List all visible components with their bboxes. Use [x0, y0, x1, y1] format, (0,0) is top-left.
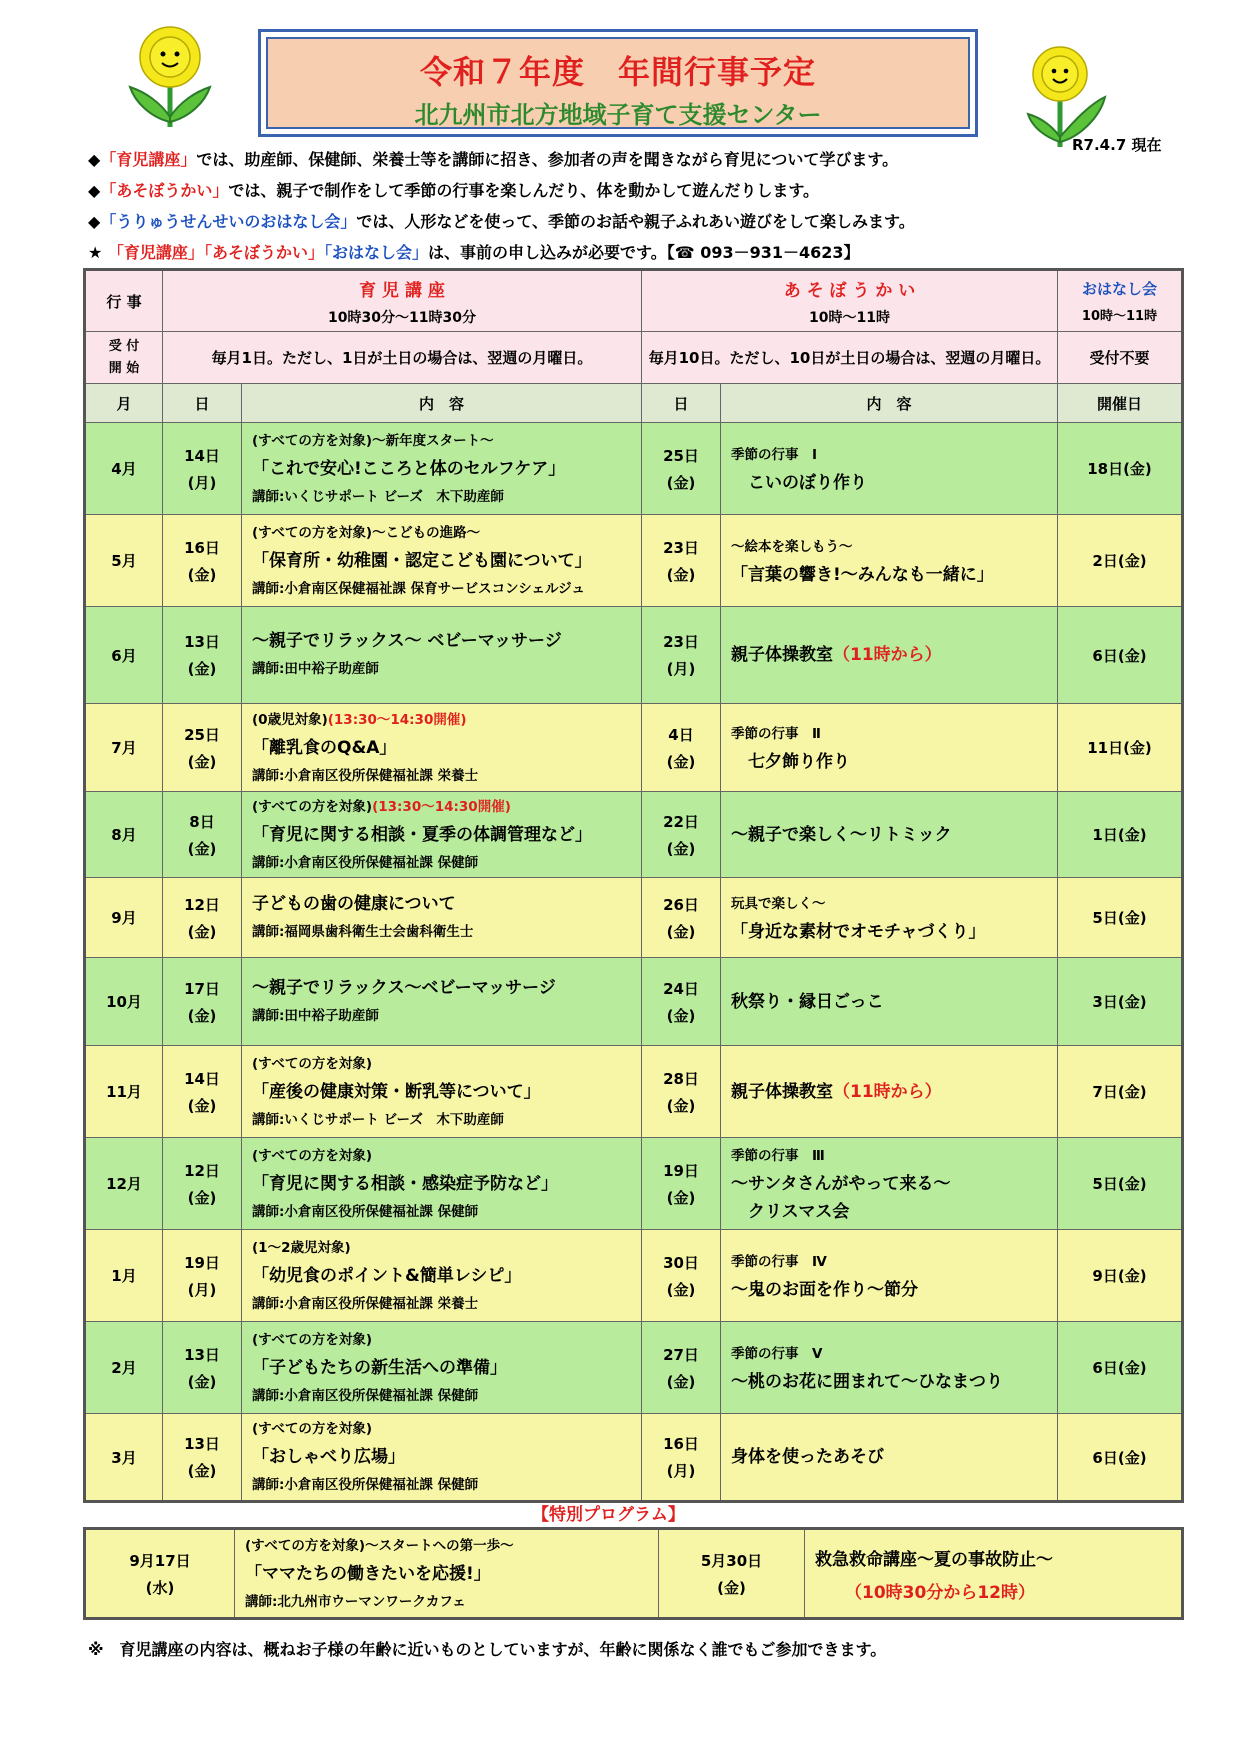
asobo-content-cell [721, 423, 1058, 515]
asobo-time: 10時～11時 [809, 309, 890, 326]
ikuji-content-line: (すべての方を対象)～こどもの進路～ [252, 524, 481, 541]
asobo-content-line: ～桃のお花に囲まれて～ひなまつり [731, 1371, 1003, 1392]
held-date-cell: 18日(金) [1058, 423, 1183, 515]
table-row [85, 515, 1183, 607]
ohanashi-time: 10時～11時 [1081, 309, 1158, 324]
asobo-weekday: (金) [666, 752, 696, 771]
asobo-day-cell [642, 1414, 721, 1502]
intro-line-3 [88, 209, 915, 232]
month-cell: 11月 [85, 1046, 163, 1138]
asobo-day: 4日 [668, 725, 694, 744]
table-row [85, 878, 1183, 958]
special-1-content [235, 1529, 659, 1619]
asobo-day: 30日 [663, 1253, 699, 1272]
asobo-weekday: (金) [666, 839, 696, 858]
col-content-ikuji: 内 容 [242, 384, 642, 423]
ikuji-content-cell [242, 1046, 642, 1138]
ikuji-content-line: 「育児に関する相談・感染症予防など」 [252, 1173, 558, 1194]
ikuji-content-line: 講師:小倉南区役所保健福祉課 栄養士 [252, 767, 479, 784]
asobo-weekday: (月) [666, 660, 696, 678]
asobo-content-cell [721, 515, 1058, 607]
special-1-line: 「ママたちの働きたいを応援!」 [245, 1563, 491, 1584]
asobo-content-line: ～鬼のお面を作り～節分 [731, 1279, 918, 1300]
ikuji-weekday: (金) [187, 1096, 217, 1115]
ikuji-target: (すべての方を対象) [252, 798, 373, 815]
ikuji-content-line: ～親子でリラックス～ ベビーマッサージ [252, 631, 562, 651]
special-program-table [83, 1527, 1184, 1620]
intro-name: 「あそぼうかい」 [100, 181, 229, 200]
ikuji-day-cell [163, 1138, 242, 1230]
asobo-content-line: クリスマス会 [731, 1201, 850, 1222]
notice-text: は、事前の申し込みが必要です。【☎ 093－931－4623】 [427, 243, 860, 262]
ikuji-content-line: 「産後の健康対策・断乳等について」 [252, 1081, 541, 1102]
page-title: 令和７年度 年間行事予定 [419, 53, 816, 91]
special-2-title: 救急救命講座～夏の事故防止～ [815, 1549, 1053, 1570]
month-cell: 6月 [85, 607, 163, 704]
intro-text: では、人形などを使って、季節のお話や親子ふれあい遊びをして楽しみます。 [356, 212, 915, 231]
asobo-day: 22日 [663, 812, 699, 831]
asobo-weekday: (金) [666, 473, 696, 492]
asobo-content-cell [721, 878, 1058, 958]
ikuji-header [163, 270, 642, 332]
asobo-content-cell [721, 1322, 1058, 1414]
asobo-day: 24日 [663, 979, 699, 998]
month-cell: 9月 [85, 878, 163, 958]
asobo-content-line: 季節の行事 Ⅰ [731, 446, 818, 463]
month-cell: 10月 [85, 958, 163, 1046]
asobo-day-cell [642, 1230, 721, 1322]
ikuji-day-cell [163, 958, 242, 1046]
ikuji-content-line: 講師:小倉南区保健福祉課 保育サービスコンシェルジュ [252, 580, 585, 597]
asobo-day: 28日 [663, 1069, 699, 1088]
bullet-icon: ◆ [88, 181, 101, 200]
ikuji-day-cell [163, 1046, 242, 1138]
notice-name-asobo: 「あそぼうかい」 [203, 243, 324, 262]
held-date-cell: 6日(金) [1058, 1322, 1183, 1414]
ikuji-day-cell [163, 1230, 242, 1322]
bullet-icon: ◆ [88, 150, 101, 169]
row-label-event: 行 事 [85, 270, 163, 332]
ikuji-name: 育 児 講 座 [359, 280, 445, 301]
ikuji-content-cell [242, 1138, 642, 1230]
asobo-header [642, 270, 1058, 332]
ikuji-content-line: 講師:田中裕子助産師 [252, 661, 379, 677]
asobo-day-cell [642, 423, 721, 515]
asobo-day: 25日 [663, 446, 699, 465]
held-date-cell: 9日(金) [1058, 1230, 1183, 1322]
asobo-content-cell [721, 1230, 1058, 1322]
ikuji-weekday: (金) [187, 1462, 217, 1480]
asobo-name: あ そ ぼ う か い [783, 280, 916, 301]
bullet-icon: ◆ [88, 212, 101, 231]
table-row [85, 1230, 1183, 1322]
asobo-content-line: 秋祭り・縁日ごっこ [731, 991, 884, 1012]
asobo-day: 23日 [663, 633, 699, 651]
ikuji-content-line: 講師:小倉南区役所保健福祉課 保健師 [252, 854, 479, 871]
table-row [85, 607, 1183, 704]
ikuji-day: 8日 [189, 812, 215, 831]
held-date-cell: 5日(金) [1058, 1138, 1183, 1230]
asobo-day: 26日 [663, 895, 699, 914]
ikuji-content-cell [242, 878, 642, 958]
intro-line-1 [88, 147, 898, 170]
asobo-content-line: 玩具で楽しく～ [731, 895, 826, 912]
ikuji-content-line: 「幼児食のポイント&簡単レシピ」 [252, 1265, 522, 1286]
ohanashi-reception: 受付不要 [1058, 332, 1183, 384]
ikuji-content-cell [242, 515, 642, 607]
ikuji-day: 14日 [184, 446, 220, 465]
asobo-content-line-wrap [731, 641, 1057, 669]
month-cell: 1月 [85, 1230, 163, 1322]
col-content-asobo: 内 容 [721, 384, 1058, 423]
table-row [85, 958, 1183, 1046]
table-row [85, 423, 1183, 515]
asobo-weekday: (金) [666, 1372, 696, 1391]
ikuji-content-cell [242, 607, 642, 704]
ikuji-weekday: (金) [187, 839, 217, 858]
ikuji-day: 13日 [184, 633, 220, 651]
ikuji-content-cell [242, 423, 642, 515]
ikuji-weekday: (金) [187, 752, 217, 771]
table-row [85, 1046, 1183, 1138]
table-row [85, 1138, 1183, 1230]
ikuji-content-line: 「離乳食のQ&A」 [252, 737, 397, 758]
ikuji-content-line-wrap [252, 706, 641, 734]
asobo-title: 親子体操教室 [731, 645, 833, 665]
month-rows [85, 423, 1183, 1502]
asobo-reception: 毎月10日。ただし、10日が土日の場合は、翌週の月曜日。 [642, 332, 1058, 384]
footnote: ※ 育児講座の内容は、概ねお子様の年齢に近いものとしていますが、年齢に関係なく誰でもご参加できます。 [88, 1640, 887, 1659]
ikuji-time-note: (13:30～14:30開催) [327, 711, 467, 728]
table-row [85, 704, 1183, 792]
schedule-table [83, 268, 1184, 1503]
ikuji-time-note: (13:30～14:30開催) [372, 798, 511, 815]
month-cell: 3月 [85, 1414, 163, 1502]
asobo-weekday: (金) [666, 1096, 696, 1115]
ikuji-content-line: 「子どもたちの新生活への準備」 [252, 1357, 507, 1378]
ikuji-content-cell [242, 792, 642, 878]
ikuji-content-cell [242, 704, 642, 792]
held-date-cell: 2日(金) [1058, 515, 1183, 607]
special-1-weekday: (水) [145, 1578, 175, 1597]
ikuji-target: (0歳児対象) [252, 711, 328, 728]
asobo-day: 16日 [663, 1435, 699, 1453]
ikuji-day-cell [163, 792, 242, 878]
ikuji-day-cell [163, 607, 242, 704]
ikuji-content-line: (すべての方を対象)～新年度スタート～ [252, 432, 494, 449]
intro-text: では、助産師、保健師、栄養士等を講師に招き、参加者の声を聞きながら育児について学びます。 [196, 150, 899, 169]
ikuji-day: 19日 [184, 1253, 220, 1272]
asobo-content-cell [721, 958, 1058, 1046]
ikuji-reception: 毎月1日。ただし、1日が土日の場合は、翌週の月曜日。 [163, 332, 642, 384]
ikuji-content-line: 講師:田中裕子助産師 [252, 1007, 379, 1024]
ikuji-content-line: (1～2歳児対象) [252, 1239, 351, 1256]
intro-name: 「育児講座」 [100, 150, 197, 169]
ikuji-weekday: (金) [187, 1188, 217, 1207]
asobo-day-cell [642, 607, 721, 704]
special-1-date-cell [85, 1529, 235, 1619]
dandelion-flower-icon [120, 22, 220, 132]
special-1-line: (すべての方を対象)～スタートへの第一歩～ [245, 1537, 514, 1554]
ikuji-content-line: 講師:福岡県歯科衛生士会歯科衛生士 [252, 923, 474, 940]
asobo-day-cell [642, 1046, 721, 1138]
asobo-weekday: (金) [666, 1188, 696, 1207]
asobo-content-line: 「身近な素材でオモチャづくり」 [731, 921, 986, 942]
ikuji-weekday: (金) [187, 565, 217, 584]
asobo-content-line: 季節の行事 Ⅴ [731, 1345, 823, 1362]
ikuji-content-line: 講師:いくじサポート ビーズ 木下助産師 [252, 488, 504, 505]
header-inner [266, 37, 970, 129]
asobo-weekday: (金) [666, 1280, 696, 1299]
table-row [85, 792, 1183, 878]
asobo-weekday: (金) [666, 922, 696, 941]
col-day-ikuji: 日 [163, 384, 242, 423]
asobo-day-cell [642, 1138, 721, 1230]
table-row [85, 1322, 1183, 1414]
asobo-content-cell [721, 1138, 1058, 1230]
ikuji-content-cell [242, 958, 642, 1046]
ikuji-content-line: 講師:小倉南区役所保健福祉課 保健師 [252, 1477, 479, 1493]
asobo-content-line: 七夕飾り作り [731, 751, 850, 772]
ikuji-content-line: 講師:小倉南区役所保健福祉課 栄養士 [252, 1295, 479, 1312]
asobo-day-cell [642, 704, 721, 792]
ikuji-day-cell [163, 423, 242, 515]
notice-name-ikuji: 「育児講座」 [107, 243, 204, 262]
asobo-weekday: (金) [666, 565, 696, 584]
ikuji-day-cell [163, 878, 242, 958]
ikuji-day: 16日 [184, 538, 220, 557]
ikuji-content-line: 子どもの歯の健康について [252, 893, 456, 914]
asobo-day-cell [642, 958, 721, 1046]
notice-name-ohanashi: 「おはなし会」 [323, 243, 428, 262]
ikuji-content-line: (すべての方を対象) [252, 1147, 373, 1164]
held-date-cell: 1日(金) [1058, 792, 1183, 878]
ikuji-day-cell [163, 704, 242, 792]
ikuji-content-line: 講師:いくじサポート ビーズ 木下助産師 [252, 1111, 504, 1128]
intro-text: では、親子で制作をして季節の行事を楽しんだり、体を動かして遊んだりします。 [228, 181, 820, 200]
ikuji-content-line: 「保育所・幼稚園・認定こども園について」 [252, 550, 592, 571]
ikuji-content-cell [242, 1414, 642, 1502]
asobo-day-cell [642, 792, 721, 878]
asobo-content-line: 「言葉の響き!～みんなも一緒に」 [731, 564, 994, 585]
ikuji-day: 12日 [184, 1161, 220, 1180]
col-day-asobo: 日 [642, 384, 721, 423]
asobo-content-line: 季節の行事 Ⅲ [731, 1147, 825, 1164]
ikuji-time: 10時30分～11時30分 [328, 309, 476, 326]
asobo-content-line: こいのぼり作り [731, 472, 867, 493]
special-1-date: 9月17日 [129, 1551, 191, 1570]
header-box [258, 29, 978, 137]
table-row [85, 1414, 1183, 1502]
col-month: 月 [85, 384, 163, 423]
ikuji-day: 13日 [184, 1435, 220, 1453]
special-2-date-cell [659, 1529, 805, 1619]
month-cell: 4月 [85, 423, 163, 515]
asobo-content-cell [721, 1046, 1058, 1138]
ikuji-content-cell [242, 1230, 642, 1322]
ikuji-day: 12日 [184, 895, 220, 914]
ikuji-day-cell [163, 515, 242, 607]
month-cell: 7月 [85, 704, 163, 792]
asobo-content-cell [721, 704, 1058, 792]
col-held-date: 開催日 [1058, 384, 1183, 423]
special-2-weekday: (金) [717, 1578, 746, 1597]
ikuji-content-line: (すべての方を対象) [252, 1055, 373, 1072]
asobo-content-line: 季節の行事 Ⅱ [731, 725, 821, 742]
held-date-cell: 3日(金) [1058, 958, 1183, 1046]
held-date-cell: 7日(金) [1058, 1046, 1183, 1138]
asobo-content-line: ～サンタさんがやって来る～ [731, 1173, 951, 1194]
ikuji-weekday: (金) [187, 1372, 217, 1391]
asobo-day: 23日 [663, 538, 699, 557]
ikuji-day: 17日 [184, 979, 220, 998]
ohanashi-header [1058, 270, 1183, 332]
page-subtitle: 北九州市北方地域子育て支援センター [414, 101, 822, 129]
held-date-cell: 6日(金) [1058, 607, 1183, 704]
ikuji-content-line: ～親子でリラックス～ベビーマッサージ [252, 977, 556, 998]
asobo-weekday: (月) [666, 1462, 696, 1480]
date-note: R7.4.7 現在 [1072, 136, 1162, 154]
month-cell: 12月 [85, 1138, 163, 1230]
special-2-date: 5月30日 [700, 1551, 763, 1570]
asobo-day-cell [642, 878, 721, 958]
special-program-label: 【特別プログラム】 [532, 1505, 685, 1525]
asobo-content-line: ～親子で楽しく～リトミック [731, 824, 952, 845]
asobo-content-line: 季節の行事 Ⅳ [731, 1253, 827, 1270]
special-2-time: （10時30分から12時） [845, 1582, 1035, 1603]
ikuji-content-line: 「おしゃべり広場」 [252, 1447, 405, 1467]
intro-line-2 [88, 178, 819, 201]
asobo-day: 19日 [663, 1161, 699, 1180]
ikuji-day-cell [163, 1414, 242, 1502]
asobo-content-cell [721, 792, 1058, 878]
month-cell: 5月 [85, 515, 163, 607]
ikuji-content-line: 講師:小倉南区役所保健福祉課 保健師 [252, 1203, 479, 1220]
month-cell: 8月 [85, 792, 163, 878]
ikuji-weekday: (金) [187, 1006, 217, 1025]
special-2-content [805, 1529, 1183, 1619]
ikuji-content-line: 「これで安心!こころと体のセルフケア」 [252, 458, 566, 479]
ikuji-content-line-wrap [252, 793, 641, 821]
ohanashi-name: おはなし会 [1081, 280, 1157, 298]
asobo-content-cell [721, 1414, 1058, 1502]
asobo-content-cell [721, 607, 1058, 704]
special-1-line: 講師:北九州市ウーマンワークカフェ [245, 1593, 466, 1610]
ikuji-content-line: 「育児に関する相談・夏季の体調管理など」 [252, 824, 592, 845]
asobo-content-line: ～絵本を楽しもう～ [731, 538, 853, 555]
asobo-day: 27日 [663, 1345, 699, 1364]
ikuji-weekday: (金) [187, 660, 217, 678]
asobo-day-cell [642, 515, 721, 607]
held-date-cell: 5日(金) [1058, 878, 1183, 958]
ikuji-day: 25日 [184, 725, 220, 744]
held-date-cell: 6日(金) [1058, 1414, 1183, 1502]
asobo-content-line: 身体を使ったあそび [731, 1447, 884, 1467]
held-date-cell: 11日(金) [1058, 704, 1183, 792]
ikuji-content-line: (すべての方を対象) [252, 1331, 373, 1348]
asobo-content-line-wrap [731, 1078, 1057, 1106]
star-icon: ★ [88, 243, 103, 262]
ikuji-day-cell [163, 1322, 242, 1414]
ikuji-day: 13日 [184, 1345, 220, 1364]
ikuji-content-line: (すべての方を対象) [252, 1421, 373, 1437]
ikuji-content-line: 講師:小倉南区役所保健福祉課 保健師 [252, 1387, 479, 1404]
asobo-title: 親子体操教室 [731, 1081, 833, 1102]
intro-name: 「うりゅうせんせいのおはなし会」 [100, 212, 357, 231]
ikuji-day: 14日 [184, 1069, 220, 1088]
row-label-reception: 受 付 開 始 [85, 332, 163, 384]
month-cell: 2月 [85, 1322, 163, 1414]
ikuji-weekday: (月) [187, 473, 217, 492]
asobo-weekday: (金) [666, 1006, 696, 1025]
ikuji-weekday: (金) [187, 922, 217, 941]
ikuji-weekday: (月) [187, 1280, 217, 1299]
asobo-time-note: （11時から） [833, 645, 942, 665]
asobo-time-note: （11時から） [833, 1081, 942, 1102]
asobo-day-cell [642, 1322, 721, 1414]
ikuji-content-cell [242, 1322, 642, 1414]
notice-line [88, 240, 860, 263]
